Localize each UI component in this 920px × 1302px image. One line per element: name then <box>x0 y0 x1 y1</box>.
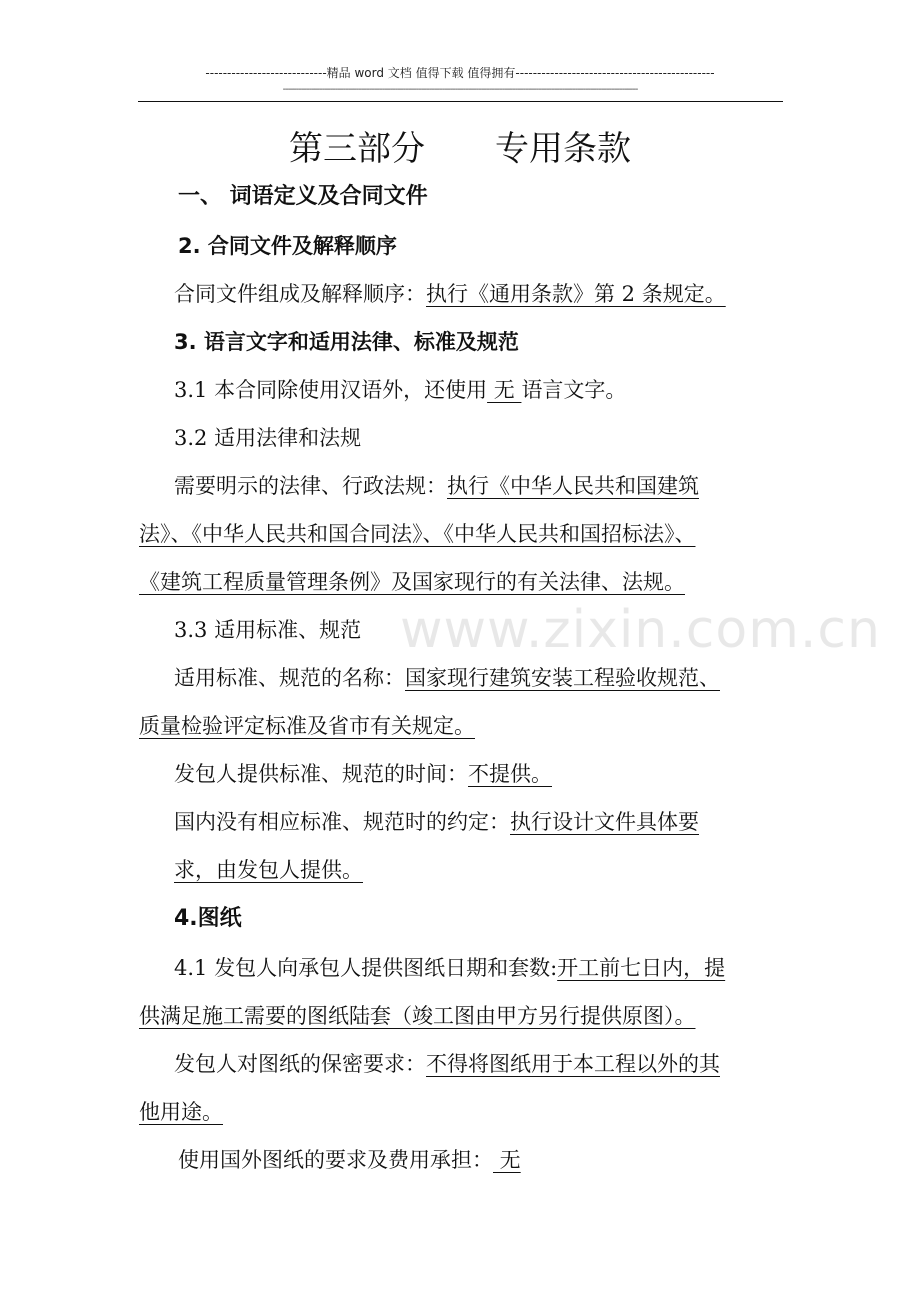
title-name: 专用条款 <box>495 129 631 169</box>
section-heading-2: 2. 合同文件及解释顺序 <box>178 234 397 258</box>
clause-3-1 <box>174 375 626 405</box>
header-rule <box>138 101 783 102</box>
clause-label: 4.1 发包人向承包人提供图纸日期和套数: <box>174 956 558 980</box>
clause-3-3-name-line2: 质量检验评定标准及省市有关规定。 <box>139 714 475 738</box>
clause-3-3-heading: 3.3 适用标准、规范 <box>174 618 362 642</box>
clause-4-foreign <box>178 1145 521 1175</box>
clause-value: 不提供。 <box>468 762 552 786</box>
clause-label: 需要明示的法律、行政法规： <box>174 474 447 498</box>
document-header-dashes: ---------------------------------------------------------------------------------------------------------------------------------------- <box>282 84 638 95</box>
title-part: 第三部分 <box>289 129 425 169</box>
clause-label: 发包人提供标准、规范的时间： <box>174 762 468 786</box>
clause-value: 执行设计文件具体要 <box>510 810 699 834</box>
section-heading-1: 一、 词语定义及合同文件 <box>178 184 428 209</box>
clause-4-1-line2: 供满足施工需要的图纸陆套（竣工图由甲方另行提供原图）。 <box>139 1004 696 1028</box>
clause-value: 开工前七日内，提 <box>557 956 726 980</box>
clause-3-3-name-line1 <box>174 663 720 693</box>
clause-3-2-line3: 《建筑工程质量管理条例》及国家现行的有关法律、法规。 <box>139 570 685 594</box>
clause-label: 使用国外图纸的要求及费用承担： <box>178 1148 493 1172</box>
clause-label: 合同文件组成及解释顺序： <box>174 282 426 306</box>
clause-suffix: 语言文字。 <box>521 378 627 402</box>
clause-value: 执行《通用条款》第 2 条规定。 <box>426 282 726 306</box>
clause-value: 执行《中华人民共和国建筑 <box>447 474 699 498</box>
clause-label: 发包人对图纸的保密要求： <box>174 1052 426 1076</box>
clause-label: 3.1 本合同除使用汉语外，还使用 <box>174 378 488 402</box>
clause-3-3-none-line2: 求，由发包人提供。 <box>174 858 363 882</box>
page-title <box>0 128 920 170</box>
clause-4-secret-line2: 他用途。 <box>139 1100 223 1124</box>
clause-4-1-line1 <box>174 953 725 983</box>
clause-label: 适用标准、规范的名称： <box>174 666 405 690</box>
clause-3-2-line1 <box>174 471 699 501</box>
clause-value: 不得将图纸用于本工程以外的其 <box>426 1052 720 1076</box>
section-heading-4: 4.图纸 <box>174 906 242 931</box>
clause-4-secret-line1 <box>174 1049 720 1079</box>
document-header-banner: ----------------------------精品 word 文档 值得下载 值得拥有---------------------------------------------- <box>205 66 715 80</box>
clause-3-2-heading: 3.2 适用法律和法规 <box>174 426 362 450</box>
clause-2-text <box>174 279 726 309</box>
clause-value: 无 <box>487 378 522 402</box>
clause-value: 无 <box>493 1148 521 1172</box>
watermark: www.zixin.com.cn <box>400 600 881 660</box>
section-heading-3: 3. 语言文字和适用法律、标准及规范 <box>174 330 519 354</box>
clause-3-2-line2: 法》、《中华人民共和国合同法》、《中华人民共和国招标法》、 <box>139 522 696 546</box>
clause-label: 国内没有相应标准、规范时的约定： <box>174 810 510 834</box>
clause-value: 国家现行建筑安装工程验收规范、 <box>405 666 720 690</box>
clause-3-3-none-line1 <box>174 807 699 837</box>
clause-3-3-time <box>174 759 552 789</box>
